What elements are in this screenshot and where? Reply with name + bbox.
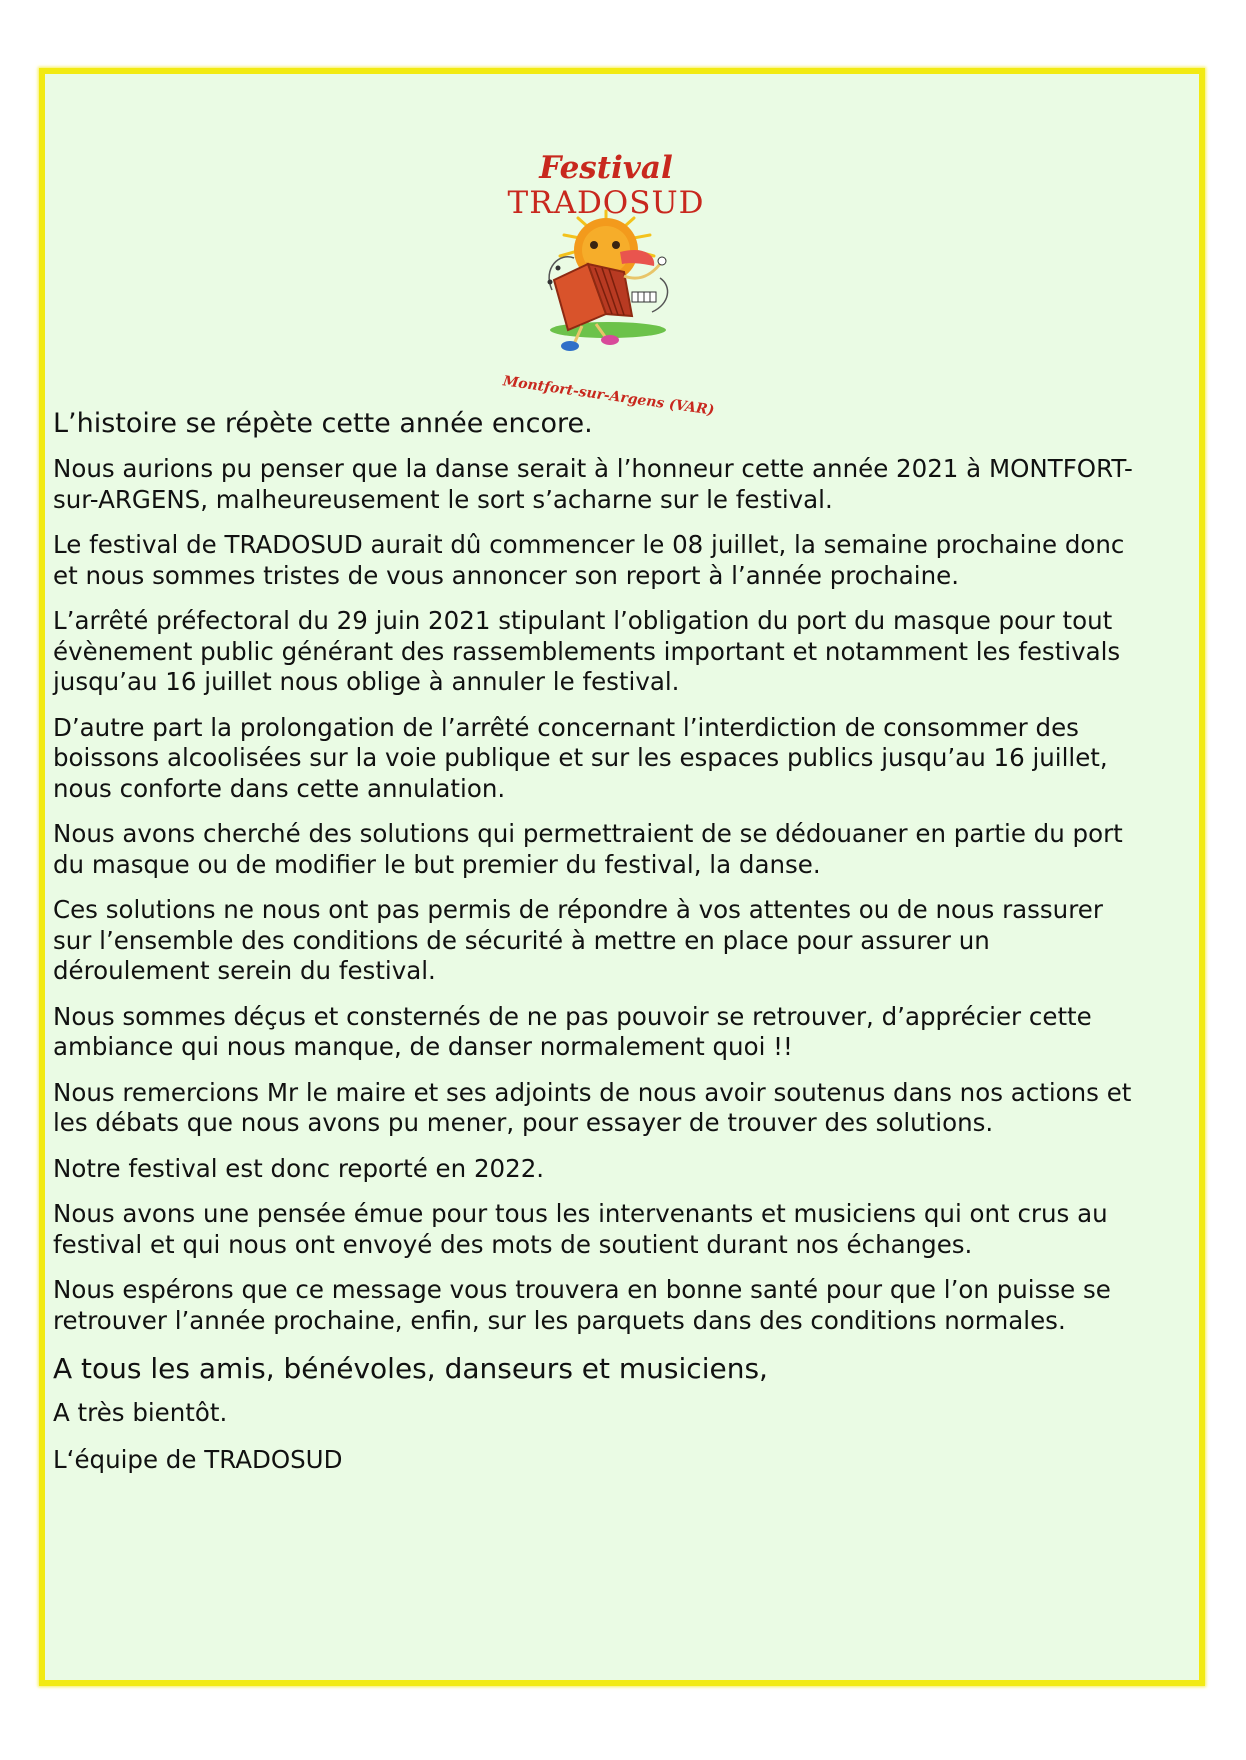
letter-heading: L’histoire se répète cette année encore. [53,408,593,439]
letter-paragraph: Nous avons une pensée émue pour tous les intervenants et musiciens qui ont crus au festival et qui nous ont envoyé des mots de soutient durant nos échanges. [53,1199,1108,1259]
logo-tradosud-text: TRADOSUD [507,185,705,221]
letter-paragraph: Le festival de TRADOSUD aurait dû commencer le 08 juillet, la semaine prochaine donc et nous sommes tristes de vous annoncer son report à l’année prochaine. [53,530,1125,590]
letter-paragraph: D’autre part la prolongation de l’arrêté concernant l’interdiction de consommer des boissons alcoolisées sur la voie publique et sur les espaces publics jusqu’au 16 juillet, nous conforte dans cette annulation. [53,712,1108,803]
letter-signoff-greeting: A très bientôt. [53,1398,228,1427]
letter-paragraph: Nous remercions Mr le maire et ses adjoints de nous avoir soutenus dans nos actions et les débats que nous avons pu mener, pour essayer de trouver des solutions. [53,1077,1132,1137]
letter-body [53,407,1133,1491]
letter-paragraph: L’arrêté préfectoral du 29 juin 2021 stipulant l’obligation du port du masque pour tout évènement public générant des rassemblements important et notamment les festivals jusqu’au 16 juillet nous oblige à annuler le festival. [53,606,1121,696]
logo-place-text: Montfort-sur-Argens (VAR) [501,373,716,419]
letter-paragraph: Nous espérons que ce message vous trouvera en bonne santé pour que l’on puisse se retrouver l’année prochaine, enfin, sur les parquets dans des conditions normales. [53,1275,1111,1335]
letter-paragraph: Notre festival est donc reporté en 2022. [53,1153,545,1183]
letter-paragraph: Nous sommes déçus et consternés de ne pas pouvoir se retrouver, d’apprécier cette ambiance qui nous manque, de danser normalement quoi !! [53,1001,1092,1061]
letter-paragraph: Ces solutions ne nous ont pas permis de répondre à vos attentes ou de nous rassurer sur l’ensemble des conditions de sécurité à mettre en place pour assurer un déroulement serein du festival. [53,895,1103,985]
logo-festival-text: Festival [539,150,673,186]
festival-logo-image [456,68,756,419]
festival-logo [456,68,756,419]
letter-paragraph: Nous aurions pu penser que la danse serait à l’honneur cette année 2021 à MONTFORT-sur-ARGENS, malheureusement le sort s’acharne sur le festival. [53,454,1133,514]
letter-paragraph: Nous avons cherché des solutions qui permettraient de se dédouaner en partie du port du masque ou de modifier le but premier du festival, la danse. [53,819,1123,879]
letter-signature: L‘équipe de TRADOSUD [53,1444,343,1474]
letter-closing: A tous les amis, bénévoles, danseurs et musiciens, [53,1352,768,1385]
